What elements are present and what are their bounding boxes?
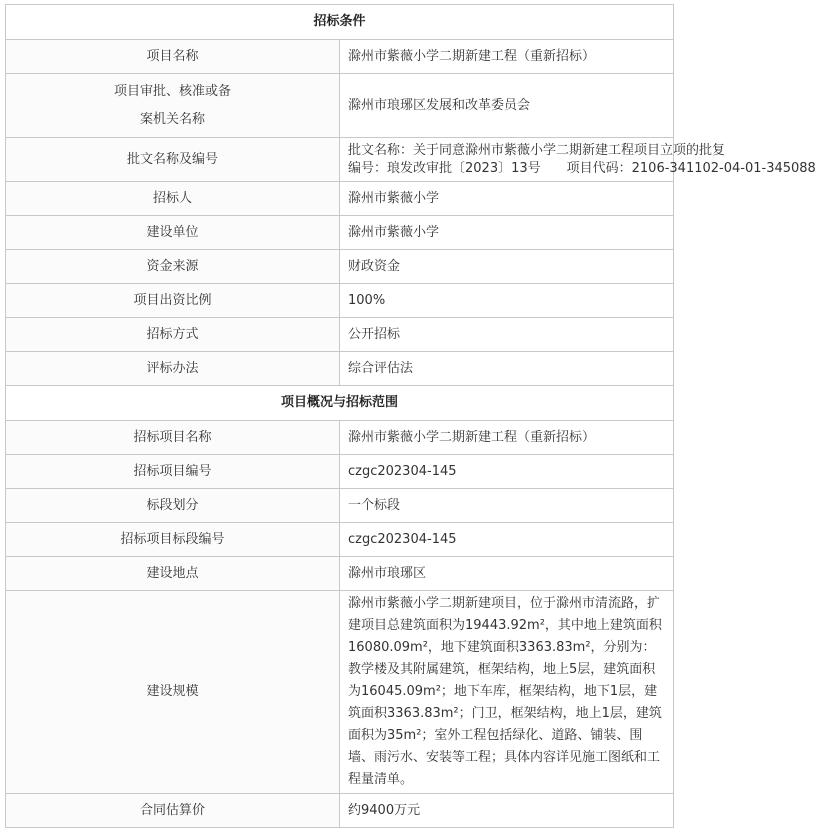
label-line: 案机关名称 (139, 111, 205, 127)
table-row (6, 284, 674, 318)
project-code: 项目代码：2106-341102-04-01-345088 (566, 160, 816, 176)
approval-doc-number-line (348, 160, 816, 178)
table-row (6, 489, 674, 523)
row-label-construction-unit: 建设单位 (6, 216, 340, 250)
table-row (6, 455, 674, 489)
section-title-project-overview: 项目概况与招标范围 (6, 386, 674, 421)
table-row (6, 591, 674, 794)
row-label-tenderer: 招标人 (6, 182, 340, 216)
row-label-investment-ratio: 项目出资比例 (6, 284, 340, 318)
approval-doc-number: 编号：琅发改审批〔2023〕13号 (348, 160, 541, 176)
row-label-approval-authority (6, 74, 340, 138)
table-row (6, 557, 674, 591)
row-value-tender-project-name: 滁州市紫薇小学二期新建工程（重新招标） (340, 421, 674, 455)
row-value-investment-ratio: 100% (340, 284, 674, 318)
table-row (6, 421, 674, 455)
row-value-fund-source: 财政资金 (340, 250, 674, 284)
table-row (6, 216, 674, 250)
row-value-tenderer: 滁州市紫薇小学 (340, 182, 674, 216)
row-label-project-name: 项目名称 (6, 40, 340, 74)
row-value-tender-method: 公开招标 (340, 318, 674, 352)
row-value-lot-division: 一个标段 (340, 489, 674, 523)
table-row (6, 40, 674, 74)
approval-doc-name: 批文名称：关于同意滁州市紫薇小学二期新建工程项目立项的批复 (348, 142, 726, 158)
row-label-approval-doc: 批文名称及编号 (6, 138, 340, 182)
row-label-location: 建设地点 (6, 557, 340, 591)
scale-description: 滁州市紫薇小学二期新建项目，位于滁州市清流路，扩建项目总建筑面积为19443.92m²，其中地上建筑面积16080.09m²，地下建筑面积3363.83m²，分别为：教学楼及其附属建筑，框架结构，地上5层，建筑面积为16045.09m²；地下车库，框架结构，地下1层，建筑面积3363.83m²；门卫，框架结构，地上1层，建筑面积为35m²；室外工程包括绿化、道路、铺装、围墙、雨污水、安装等工程；具体内容详见施工图纸和工程量清单。 (348, 596, 662, 787)
row-label-tender-project-no: 招标项目编号 (6, 455, 340, 489)
section-header-row (6, 5, 674, 40)
table-row (6, 352, 674, 386)
row-label-tender-method: 招标方式 (6, 318, 340, 352)
row-label-lot-division: 标段划分 (6, 489, 340, 523)
label-line: 项目审批、核准或备 (113, 83, 231, 99)
table-row (6, 138, 674, 182)
section-title-tender-conditions: 招标条件 (6, 5, 674, 40)
table-row (6, 250, 674, 284)
row-label-scale: 建设规模 (6, 591, 340, 794)
table-row (6, 74, 674, 138)
table-row (6, 523, 674, 557)
row-value-approval-doc (340, 138, 816, 182)
row-label-lot-no: 招标项目标段编号 (6, 523, 340, 557)
section-header-row (6, 386, 674, 421)
row-value-location: 滁州市琅琊区 (340, 557, 674, 591)
row-value-tender-project-no: czgc202304-145 (340, 455, 674, 489)
row-label-tender-project-name: 招标项目名称 (6, 421, 340, 455)
row-value-evaluation-method: 综合评估法 (340, 352, 674, 386)
row-label-contract-estimate: 合同估算价 (6, 794, 340, 828)
table-row (6, 182, 674, 216)
table-row (6, 318, 674, 352)
row-value-project-name: 滁州市紫薇小学二期新建工程（重新招标） (340, 40, 674, 74)
row-value-scale (340, 591, 674, 794)
row-value-construction-unit: 滁州市紫薇小学 (340, 216, 674, 250)
row-label-evaluation-method: 评标办法 (6, 352, 340, 386)
tender-info-table (5, 4, 816, 828)
row-value-lot-no: czgc202304-145 (340, 523, 674, 557)
row-value-approval-authority: 滁州市琅琊区发展和改革委员会 (340, 74, 674, 138)
table-row (6, 794, 674, 828)
row-value-contract-estimate: 约9400万元 (340, 794, 674, 828)
row-label-fund-source: 资金来源 (6, 250, 340, 284)
